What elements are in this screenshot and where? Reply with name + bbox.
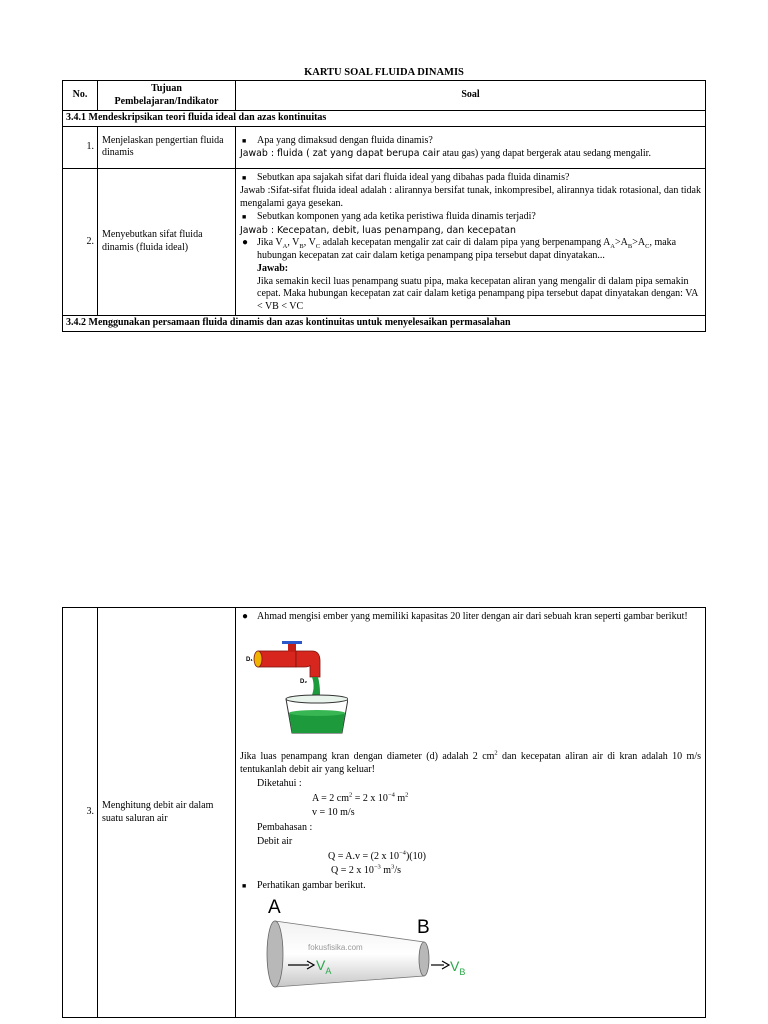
header-soal: Soal [236, 81, 706, 111]
d1-label: D₁ [246, 656, 253, 663]
question-item [240, 237, 701, 262]
pembahasan-label: Pembahasan : [257, 821, 313, 833]
table-header-row [63, 81, 706, 111]
question-item [240, 880, 701, 893]
soal-cell [236, 168, 706, 316]
row-number: 1. [63, 126, 98, 168]
soal-cell [236, 126, 706, 168]
question-text: Jika $V_A$, $V_B$, $V_C$ adalah kecepatan mengalir zat cair di dalam pipa yang berpenampang $A_A>A_B>A_C$, maka hubungan kecepatan zat cair dalam ketiga penampang pipa tersebut dapat dinyatakan... [257, 237, 677, 261]
question-text: Sebutkan apa sajakah sifat dari fluida ideal yang dibahas pada fluida dinamis? [257, 171, 570, 183]
section-row [63, 316, 706, 332]
velocity-a-label: $V_A$ [316, 957, 332, 976]
question-item [240, 611, 701, 624]
question-item [240, 135, 701, 148]
answer-text: Jawab :Sifat-sifat fluida ideal adalah : alirannya bersifat tunak, inkompresibel, alirannya tidak rotasional, dan tidak mengalami gaya gesekan. [240, 185, 701, 209]
question-item [240, 211, 701, 224]
question-item [240, 172, 701, 185]
soal-cell [236, 608, 706, 1018]
row-number: 3. [63, 608, 98, 1018]
equation-debit: Q = A.v = (2 x $10^{-4})(10)$ [328, 849, 426, 862]
question-text: Perhatikan gambar berikut. [257, 879, 366, 891]
indikator-cell: Menyebutkan sifat fluida dinamis (fluida ideal) [98, 168, 236, 316]
pipe-flow-figure [262, 895, 472, 991]
velocity-b-label: $V_B$ [450, 958, 466, 977]
question-card-table-continued [62, 607, 706, 1018]
table-row [63, 126, 706, 168]
answer-text [240, 148, 701, 161]
answer-text: Jawab : Kecepatan, debit, luas penampang, dan kecepatan [240, 224, 516, 236]
bullet-square-icon: ■ [242, 173, 247, 182]
section-row [63, 111, 706, 127]
question-text: Jika luas penampang kran dengan diameter (d) adalah 2 $cm^2$ dan kecepatan aliran air di kran adalah 10 m/s tentukanlah debit air yang keluar! [240, 749, 701, 775]
section-title: 3.4.2 Menggunakan persamaan fluida dinamis dan azas kontinuitas untuk menyelesaikan permasalahan [63, 316, 706, 332]
header-no: No. [63, 81, 98, 111]
bullet-dot-icon: ● [242, 611, 249, 622]
d2-label: D₂ [300, 678, 307, 685]
bullet-dot-icon: ● [242, 237, 249, 249]
pipe-label-b: B [417, 917, 430, 938]
question-text: Ahmad mengisi ember yang memiliki kapasitas 20 liter dengan air dari sebuah kran seperti gambar berikut! [257, 611, 688, 622]
document-title: KARTU SOAL FLUIDA DINAMIS [304, 67, 464, 78]
answer-label: Jawab: [257, 263, 289, 275]
table-row [63, 608, 706, 1018]
water-tap-bucket-figure [246, 637, 348, 737]
header-tujuan-line1: Tujuan [151, 83, 182, 94]
equation-debit-result: Q = 2 x $10^{-3}$ $m^3/s$ [331, 863, 401, 876]
section-title: 3.4.1 Mendeskripsikan teori fluida ideal dan azas kontinuitas [63, 111, 706, 127]
indikator-cell: Menjelaskan pengertian fluida dinamis [98, 126, 236, 168]
row-number: 2. [63, 168, 98, 316]
watermark-text: fokusfisika.com [308, 943, 363, 952]
indikator-cell: Menghitung debit air dalam suatu saluran air [98, 608, 236, 1018]
bullet-square-icon: ■ [242, 136, 247, 145]
answer-text: Jika semakin kecil luas penampang suatu pipa, maka kecepatan aliran yang mengalir di dalam pipa semakin cepat. Maka hubungan kecepatan zat cair dalam ketiga penampang pipa tersebut dapat dinyatakan dengan: VA < VB < VC [257, 275, 698, 312]
question-text: Sebutkan komponen yang ada ketika peristiwa fluida dinamis terjadi? [257, 211, 536, 222]
debit-label: Debit air [257, 836, 293, 847]
equation-area: A = 2 $cm^2 = 2$ x $10^{-4}$ $m^2$ [312, 791, 409, 804]
table-row [63, 168, 706, 316]
answer-rest: atau gas) yang dapat bergerak atau sedang mengalir. [439, 148, 651, 159]
equation-velocity: v = 10 m/s [312, 807, 355, 818]
bullet-square-icon: ■ [242, 881, 247, 890]
header-tujuan [98, 81, 236, 111]
pipe-label-a: A [268, 897, 281, 918]
bullet-square-icon: ■ [242, 213, 247, 221]
answer-prefix: Jawab : fluida ( zat yang dapat berupa cair [240, 148, 440, 159]
header-tujuan-line2: Pembelajaran/Indikator [114, 95, 219, 107]
question-text: Apa yang dimaksud dengan fluida dinamis? [257, 134, 433, 146]
question-card-table [62, 80, 706, 332]
diketahui-label: Diketahui : [257, 778, 302, 789]
